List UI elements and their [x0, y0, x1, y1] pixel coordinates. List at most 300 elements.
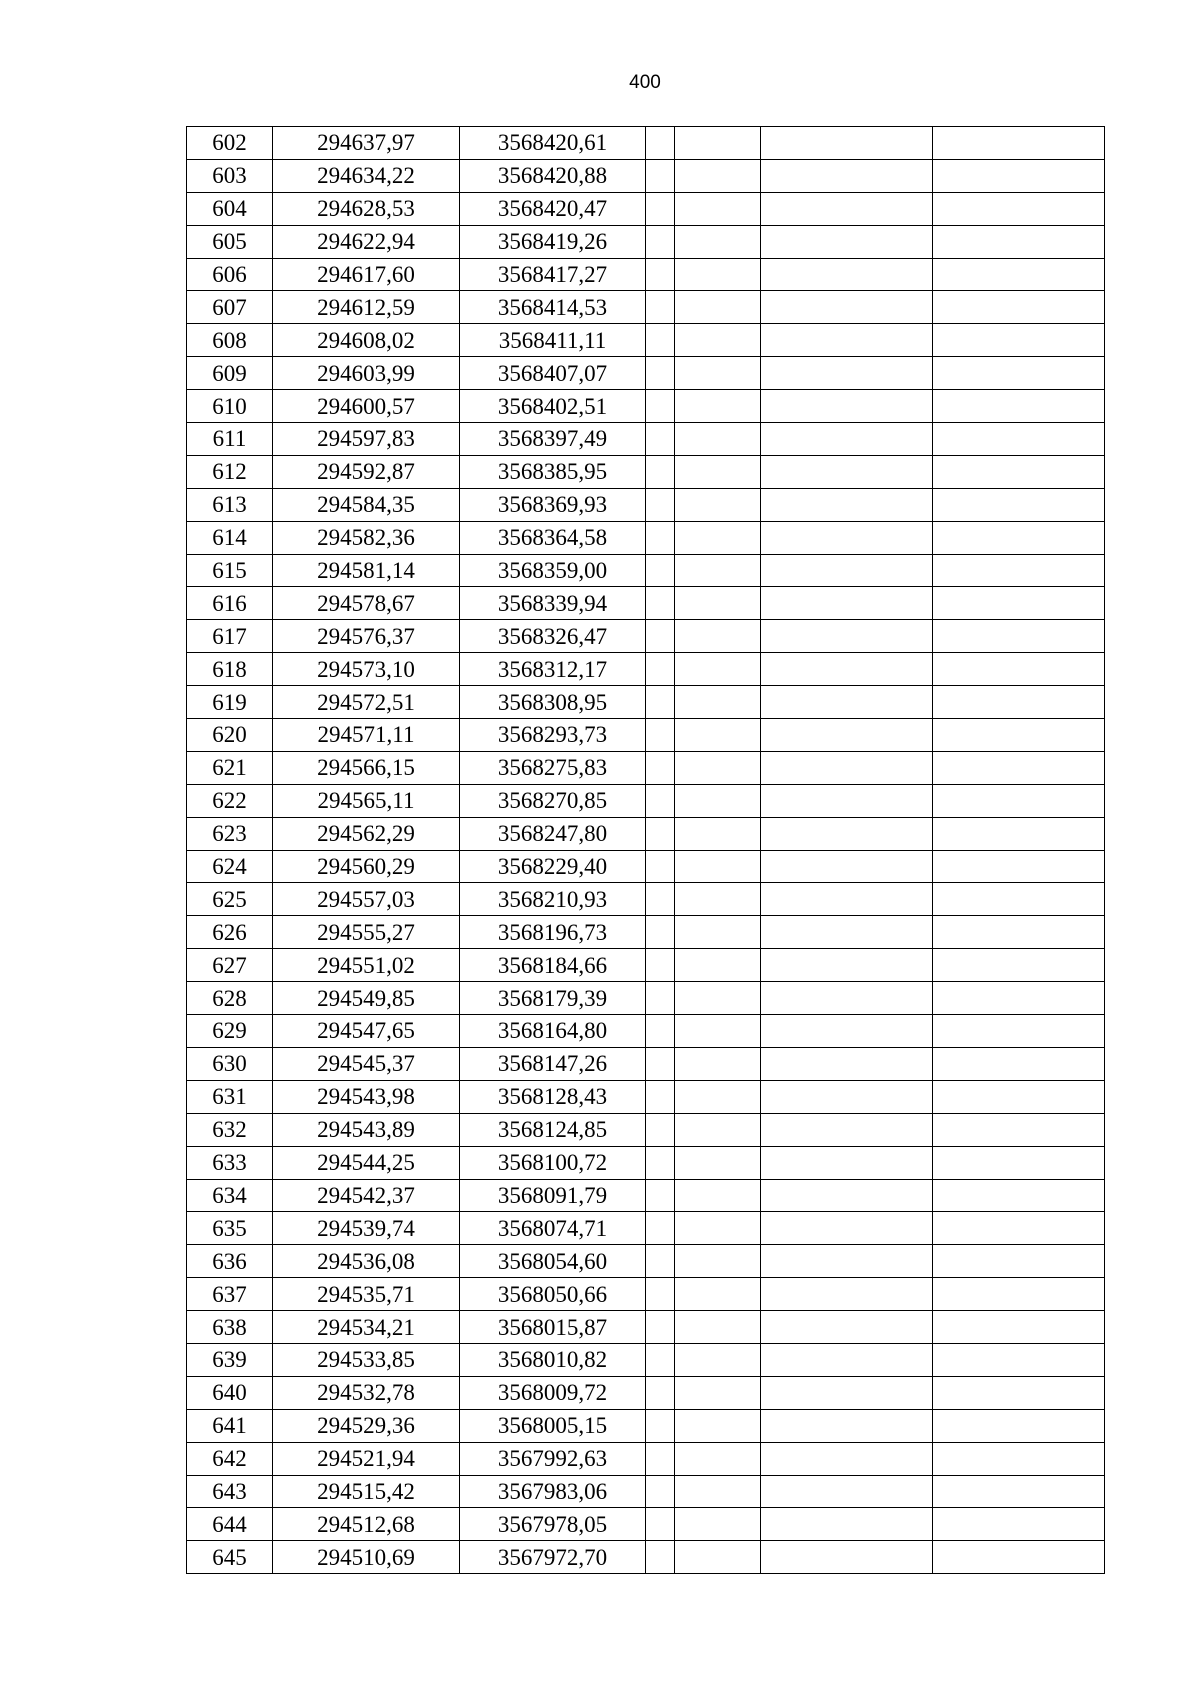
table-row — [187, 719, 1105, 752]
empty-cell — [646, 1080, 675, 1113]
empty-cell — [933, 1343, 1105, 1376]
empty-cell — [933, 192, 1105, 225]
empty-cell — [761, 291, 933, 324]
empty-cell — [646, 916, 675, 949]
y-coordinate-cell: 3568359,00 — [460, 554, 646, 587]
empty-cell — [933, 1442, 1105, 1475]
y-coordinate-cell: 3568005,15 — [460, 1409, 646, 1442]
empty-cell — [646, 719, 675, 752]
y-coordinate-cell: 3568364,58 — [460, 521, 646, 554]
empty-cell — [761, 488, 933, 521]
y-coordinate-cell: 3568128,43 — [460, 1080, 646, 1113]
empty-cell — [761, 423, 933, 456]
empty-cell — [646, 159, 675, 192]
empty-cell — [675, 1442, 761, 1475]
empty-cell — [675, 1245, 761, 1278]
point-number-cell: 607 — [187, 291, 273, 324]
empty-cell — [646, 225, 675, 258]
point-number-cell: 613 — [187, 488, 273, 521]
empty-cell — [933, 784, 1105, 817]
empty-cell — [646, 1278, 675, 1311]
table-row — [187, 1278, 1105, 1311]
empty-cell — [933, 817, 1105, 850]
point-number-cell: 640 — [187, 1376, 273, 1409]
point-number-cell: 617 — [187, 620, 273, 653]
empty-cell — [933, 1409, 1105, 1442]
empty-cell — [761, 521, 933, 554]
x-coordinate-cell: 294617,60 — [273, 258, 460, 291]
table-row — [187, 1179, 1105, 1212]
empty-cell — [675, 1409, 761, 1442]
empty-cell — [646, 324, 675, 357]
table-row — [187, 1146, 1105, 1179]
empty-cell — [761, 1113, 933, 1146]
empty-cell — [761, 982, 933, 1015]
y-coordinate-cell: 3568293,73 — [460, 719, 646, 752]
point-number-cell: 626 — [187, 916, 273, 949]
empty-cell — [675, 1080, 761, 1113]
empty-cell — [761, 127, 933, 160]
empty-cell — [933, 1179, 1105, 1212]
empty-cell — [675, 620, 761, 653]
y-coordinate-cell: 3568326,47 — [460, 620, 646, 653]
point-number-cell: 643 — [187, 1475, 273, 1508]
empty-cell — [675, 1343, 761, 1376]
empty-cell — [761, 1080, 933, 1113]
empty-cell — [761, 554, 933, 587]
empty-cell — [646, 982, 675, 1015]
empty-cell — [675, 817, 761, 850]
empty-cell — [675, 159, 761, 192]
x-coordinate-cell: 294637,97 — [273, 127, 460, 160]
empty-cell — [675, 850, 761, 883]
y-coordinate-cell: 3568009,72 — [460, 1376, 646, 1409]
empty-cell — [761, 850, 933, 883]
point-number-cell: 629 — [187, 1015, 273, 1048]
y-coordinate-cell: 3568147,26 — [460, 1047, 646, 1080]
point-number-cell: 641 — [187, 1409, 273, 1442]
x-coordinate-cell: 294578,67 — [273, 587, 460, 620]
page-number: 400 — [629, 72, 661, 93]
empty-cell — [675, 390, 761, 423]
table-row — [187, 751, 1105, 784]
empty-cell — [761, 1343, 933, 1376]
point-number-cell: 637 — [187, 1278, 273, 1311]
empty-cell — [761, 1311, 933, 1344]
empty-cell — [646, 1409, 675, 1442]
table-row — [187, 225, 1105, 258]
y-coordinate-cell: 3568308,95 — [460, 686, 646, 719]
table-row — [187, 883, 1105, 916]
empty-cell — [933, 587, 1105, 620]
x-coordinate-cell: 294600,57 — [273, 390, 460, 423]
empty-cell — [646, 620, 675, 653]
empty-cell — [933, 982, 1105, 1015]
point-number-cell: 615 — [187, 554, 273, 587]
point-number-cell: 638 — [187, 1311, 273, 1344]
point-number-cell: 602 — [187, 127, 273, 160]
table-row — [187, 620, 1105, 653]
table-row — [187, 1343, 1105, 1376]
empty-cell — [761, 324, 933, 357]
empty-cell — [933, 159, 1105, 192]
x-coordinate-cell: 294603,99 — [273, 357, 460, 390]
x-coordinate-cell: 294571,11 — [273, 719, 460, 752]
y-coordinate-cell: 3568247,80 — [460, 817, 646, 850]
x-coordinate-cell: 294557,03 — [273, 883, 460, 916]
table-row — [187, 653, 1105, 686]
table-row — [187, 390, 1105, 423]
point-number-cell: 614 — [187, 521, 273, 554]
empty-cell — [933, 291, 1105, 324]
y-coordinate-cell: 3568419,26 — [460, 225, 646, 258]
table-row — [187, 1508, 1105, 1541]
empty-cell — [675, 1212, 761, 1245]
point-number-cell: 642 — [187, 1442, 273, 1475]
empty-cell — [646, 127, 675, 160]
x-coordinate-cell: 294565,11 — [273, 784, 460, 817]
empty-cell — [675, 357, 761, 390]
empty-cell — [933, 127, 1105, 160]
empty-cell — [933, 620, 1105, 653]
x-coordinate-cell: 294608,02 — [273, 324, 460, 357]
y-coordinate-cell: 3568050,66 — [460, 1278, 646, 1311]
y-coordinate-cell: 3568420,88 — [460, 159, 646, 192]
empty-cell — [675, 192, 761, 225]
x-coordinate-cell: 294544,25 — [273, 1146, 460, 1179]
table-row — [187, 1245, 1105, 1278]
table-row — [187, 686, 1105, 719]
point-number-cell: 624 — [187, 850, 273, 883]
empty-cell — [933, 653, 1105, 686]
x-coordinate-cell: 294515,42 — [273, 1475, 460, 1508]
empty-cell — [761, 225, 933, 258]
y-coordinate-cell: 3568210,93 — [460, 883, 646, 916]
empty-cell — [933, 1113, 1105, 1146]
empty-cell — [933, 521, 1105, 554]
empty-cell — [646, 1212, 675, 1245]
empty-cell — [646, 883, 675, 916]
y-coordinate-cell: 3568164,80 — [460, 1015, 646, 1048]
point-number-cell: 630 — [187, 1047, 273, 1080]
empty-cell — [933, 258, 1105, 291]
empty-cell — [646, 587, 675, 620]
empty-cell — [646, 1508, 675, 1541]
x-coordinate-cell: 294566,15 — [273, 751, 460, 784]
point-number-cell: 627 — [187, 949, 273, 982]
empty-cell — [761, 1376, 933, 1409]
empty-cell — [933, 455, 1105, 488]
x-coordinate-cell: 294582,36 — [273, 521, 460, 554]
point-number-cell: 616 — [187, 587, 273, 620]
empty-cell — [675, 1146, 761, 1179]
empty-cell — [761, 192, 933, 225]
x-coordinate-cell: 294555,27 — [273, 916, 460, 949]
empty-cell — [761, 1015, 933, 1048]
empty-cell — [761, 1508, 933, 1541]
empty-cell — [646, 1376, 675, 1409]
empty-cell — [761, 1245, 933, 1278]
empty-cell — [761, 949, 933, 982]
empty-cell — [675, 291, 761, 324]
empty-cell — [675, 784, 761, 817]
x-coordinate-cell: 294576,37 — [273, 620, 460, 653]
y-coordinate-cell: 3568339,94 — [460, 587, 646, 620]
empty-cell — [933, 883, 1105, 916]
y-coordinate-cell: 3568420,47 — [460, 192, 646, 225]
point-number-cell: 622 — [187, 784, 273, 817]
empty-cell — [646, 686, 675, 719]
empty-cell — [646, 1179, 675, 1212]
empty-cell — [675, 455, 761, 488]
empty-cell — [761, 916, 933, 949]
y-coordinate-cell: 3568275,83 — [460, 751, 646, 784]
x-coordinate-cell: 294510,69 — [273, 1541, 460, 1574]
empty-cell — [933, 719, 1105, 752]
point-number-cell: 632 — [187, 1113, 273, 1146]
empty-cell — [646, 192, 675, 225]
empty-cell — [761, 390, 933, 423]
empty-cell — [761, 587, 933, 620]
empty-cell — [933, 357, 1105, 390]
empty-cell — [675, 324, 761, 357]
empty-cell — [646, 1015, 675, 1048]
empty-cell — [675, 982, 761, 1015]
empty-cell — [933, 488, 1105, 521]
y-coordinate-cell: 3568270,85 — [460, 784, 646, 817]
empty-cell — [761, 883, 933, 916]
empty-cell — [761, 1146, 933, 1179]
empty-cell — [646, 521, 675, 554]
y-coordinate-cell: 3568196,73 — [460, 916, 646, 949]
table-row — [187, 587, 1105, 620]
empty-cell — [761, 719, 933, 752]
x-coordinate-cell: 294543,98 — [273, 1080, 460, 1113]
table-row — [187, 258, 1105, 291]
empty-cell — [761, 686, 933, 719]
table-row — [187, 192, 1105, 225]
x-coordinate-cell: 294534,21 — [273, 1311, 460, 1344]
empty-cell — [646, 1047, 675, 1080]
table-row — [187, 1541, 1105, 1574]
empty-cell — [675, 1508, 761, 1541]
empty-cell — [933, 1311, 1105, 1344]
coordinates-table-body — [187, 127, 1105, 1574]
empty-cell — [933, 423, 1105, 456]
table-row — [187, 949, 1105, 982]
empty-cell — [675, 258, 761, 291]
empty-cell — [646, 455, 675, 488]
empty-cell — [675, 1278, 761, 1311]
table-row — [187, 324, 1105, 357]
point-number-cell: 621 — [187, 751, 273, 784]
table-row — [187, 1311, 1105, 1344]
empty-cell — [761, 784, 933, 817]
point-number-cell: 639 — [187, 1343, 273, 1376]
empty-cell — [933, 686, 1105, 719]
empty-cell — [933, 1541, 1105, 1574]
x-coordinate-cell: 294536,08 — [273, 1245, 460, 1278]
empty-cell — [761, 1442, 933, 1475]
empty-cell — [675, 1179, 761, 1212]
empty-cell — [646, 1343, 675, 1376]
table-row — [187, 1376, 1105, 1409]
empty-cell — [761, 258, 933, 291]
x-coordinate-cell: 294533,85 — [273, 1343, 460, 1376]
table-row — [187, 916, 1105, 949]
table-row — [187, 1080, 1105, 1113]
empty-cell — [675, 1047, 761, 1080]
empty-cell — [761, 1278, 933, 1311]
y-coordinate-cell: 3568054,60 — [460, 1245, 646, 1278]
y-coordinate-cell: 3568411,11 — [460, 324, 646, 357]
point-number-cell: 623 — [187, 817, 273, 850]
y-coordinate-cell: 3568385,95 — [460, 455, 646, 488]
y-coordinate-cell: 3567978,05 — [460, 1508, 646, 1541]
empty-cell — [761, 1541, 933, 1574]
empty-cell — [675, 1376, 761, 1409]
point-number-cell: 636 — [187, 1245, 273, 1278]
point-number-cell: 628 — [187, 982, 273, 1015]
x-coordinate-cell: 294572,51 — [273, 686, 460, 719]
point-number-cell: 619 — [187, 686, 273, 719]
table-row — [187, 488, 1105, 521]
x-coordinate-cell: 294535,71 — [273, 1278, 460, 1311]
empty-cell — [675, 653, 761, 686]
point-number-cell: 618 — [187, 653, 273, 686]
table-row — [187, 127, 1105, 160]
x-coordinate-cell: 294549,85 — [273, 982, 460, 1015]
point-number-cell: 603 — [187, 159, 273, 192]
empty-cell — [761, 653, 933, 686]
y-coordinate-cell: 3568402,51 — [460, 390, 646, 423]
empty-cell — [675, 1113, 761, 1146]
x-coordinate-cell: 294521,94 — [273, 1442, 460, 1475]
point-number-cell: 608 — [187, 324, 273, 357]
point-number-cell: 620 — [187, 719, 273, 752]
x-coordinate-cell: 294542,37 — [273, 1179, 460, 1212]
point-number-cell: 635 — [187, 1212, 273, 1245]
x-coordinate-cell: 294597,83 — [273, 423, 460, 456]
y-coordinate-cell: 3567992,63 — [460, 1442, 646, 1475]
empty-cell — [933, 949, 1105, 982]
table-row — [187, 1015, 1105, 1048]
empty-cell — [675, 554, 761, 587]
empty-cell — [646, 1475, 675, 1508]
empty-cell — [675, 521, 761, 554]
empty-cell — [675, 587, 761, 620]
empty-cell — [761, 159, 933, 192]
empty-cell — [646, 784, 675, 817]
empty-cell — [646, 1541, 675, 1574]
empty-cell — [933, 1508, 1105, 1541]
table-row — [187, 1113, 1105, 1146]
y-coordinate-cell: 3568184,66 — [460, 949, 646, 982]
empty-cell — [646, 949, 675, 982]
table-row — [187, 423, 1105, 456]
table-row — [187, 1047, 1105, 1080]
x-coordinate-cell: 294573,10 — [273, 653, 460, 686]
empty-cell — [646, 390, 675, 423]
empty-cell — [933, 1047, 1105, 1080]
y-coordinate-cell: 3568420,61 — [460, 127, 646, 160]
y-coordinate-cell: 3568179,39 — [460, 982, 646, 1015]
y-coordinate-cell: 3568312,17 — [460, 653, 646, 686]
y-coordinate-cell: 3568074,71 — [460, 1212, 646, 1245]
empty-cell — [675, 916, 761, 949]
empty-cell — [675, 686, 761, 719]
point-number-cell: 631 — [187, 1080, 273, 1113]
empty-cell — [933, 1376, 1105, 1409]
point-number-cell: 644 — [187, 1508, 273, 1541]
point-number-cell: 609 — [187, 357, 273, 390]
table-row — [187, 1212, 1105, 1245]
point-number-cell: 645 — [187, 1541, 273, 1574]
empty-cell — [761, 1047, 933, 1080]
empty-cell — [646, 1113, 675, 1146]
empty-cell — [646, 653, 675, 686]
empty-cell — [675, 225, 761, 258]
table-row — [187, 850, 1105, 883]
empty-cell — [761, 455, 933, 488]
x-coordinate-cell: 294545,37 — [273, 1047, 460, 1080]
empty-cell — [675, 127, 761, 160]
x-coordinate-cell: 294562,29 — [273, 817, 460, 850]
point-number-cell: 611 — [187, 423, 273, 456]
point-number-cell: 605 — [187, 225, 273, 258]
table-row — [187, 291, 1105, 324]
x-coordinate-cell: 294560,29 — [273, 850, 460, 883]
empty-cell — [933, 1146, 1105, 1179]
table-row — [187, 817, 1105, 850]
empty-cell — [761, 1475, 933, 1508]
table-row — [187, 982, 1105, 1015]
point-number-cell: 633 — [187, 1146, 273, 1179]
x-coordinate-cell: 294539,74 — [273, 1212, 460, 1245]
empty-cell — [675, 883, 761, 916]
table-row — [187, 455, 1105, 488]
empty-cell — [646, 751, 675, 784]
table-row — [187, 554, 1105, 587]
empty-cell — [933, 390, 1105, 423]
table-row — [187, 1409, 1105, 1442]
y-coordinate-cell: 3568407,07 — [460, 357, 646, 390]
empty-cell — [675, 423, 761, 456]
empty-cell — [933, 1080, 1105, 1113]
x-coordinate-cell: 294543,89 — [273, 1113, 460, 1146]
y-coordinate-cell: 3567983,06 — [460, 1475, 646, 1508]
y-coordinate-cell: 3568015,87 — [460, 1311, 646, 1344]
empty-cell — [646, 1442, 675, 1475]
x-coordinate-cell: 294547,65 — [273, 1015, 460, 1048]
x-coordinate-cell: 294532,78 — [273, 1376, 460, 1409]
empty-cell — [761, 817, 933, 850]
empty-cell — [646, 357, 675, 390]
empty-cell — [933, 1015, 1105, 1048]
x-coordinate-cell: 294612,59 — [273, 291, 460, 324]
empty-cell — [761, 1409, 933, 1442]
empty-cell — [646, 488, 675, 521]
empty-cell — [646, 554, 675, 587]
empty-cell — [646, 1146, 675, 1179]
empty-cell — [933, 1245, 1105, 1278]
x-coordinate-cell: 294584,35 — [273, 488, 460, 521]
table-row — [187, 521, 1105, 554]
point-number-cell: 604 — [187, 192, 273, 225]
x-coordinate-cell: 294581,14 — [273, 554, 460, 587]
empty-cell — [675, 751, 761, 784]
table-row — [187, 357, 1105, 390]
